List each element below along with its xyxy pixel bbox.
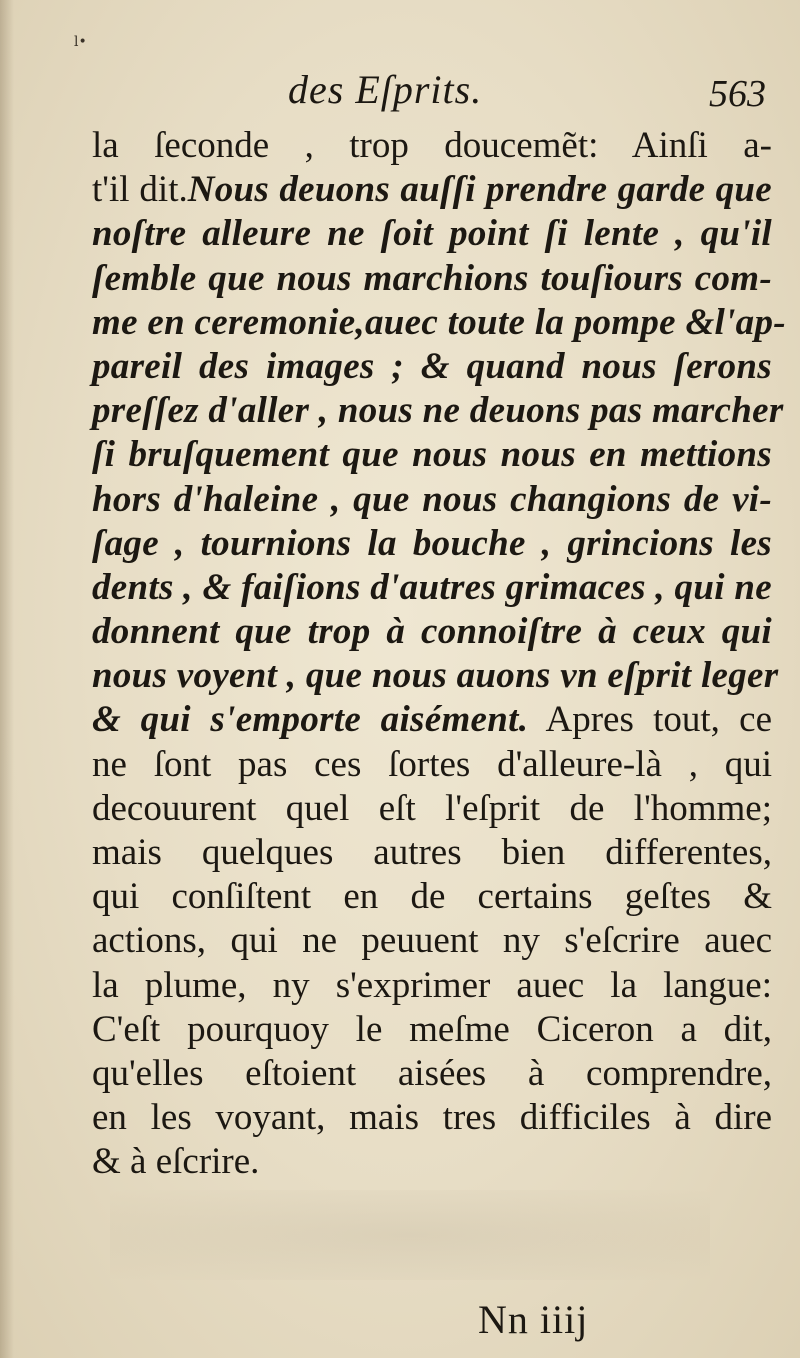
- text-line: [92, 919, 772, 963]
- text-line: [92, 1052, 772, 1096]
- roman-run: actions, qui ne peuuent ny s'eſcrire auec: [92, 920, 772, 962]
- ink-bleed-through: [110, 1190, 710, 1280]
- text-line: [92, 875, 772, 919]
- text-line: [92, 522, 772, 566]
- italic-run: & qui s'emporte aisément.: [92, 699, 529, 741]
- text-line: [92, 610, 772, 654]
- text-line: [92, 831, 772, 875]
- text-line: [92, 478, 772, 522]
- roman-run: la plume, ny s'exprimer auec la langue:: [92, 964, 772, 1006]
- text-line: [92, 964, 772, 1008]
- roman-run: decouurent quel eſt l'eſprit de l'homme;: [92, 787, 772, 829]
- italic-run: donnent que trop à connoiſtre à ceux qui: [92, 611, 772, 653]
- signature-mark: Nn iiij: [478, 1297, 589, 1342]
- roman-run: qui conſiſtent en de certains geſtes &: [92, 876, 772, 918]
- page-gutter-shadow: [0, 0, 14, 1358]
- roman-run: C'eſt pourquoy le meſme Ciceron a dit,: [92, 1008, 772, 1050]
- italic-run: noſtre alleure ne ſoit point ſi lente , qu'il: [92, 213, 772, 255]
- running-title: des Eſprits.: [288, 67, 483, 112]
- italic-run: nous voyent , que nous auons vn eſprit leger: [92, 655, 779, 697]
- body-text: [92, 124, 786, 1185]
- roman-run: mais quelques autres bien differentes,: [92, 832, 772, 873]
- page-number: 563: [709, 73, 766, 115]
- text-line: [92, 212, 772, 256]
- text-line: [92, 787, 772, 831]
- italic-run: hors d'haleine , que nous changions de vi-: [92, 478, 772, 520]
- roman-run: la ſeconde , trop doucemẽt: Ainſi a-: [92, 125, 772, 166]
- text-line: [92, 124, 772, 168]
- text-line: [92, 345, 772, 389]
- italic-run: preſſez d'aller , nous ne deuons pas marcher: [92, 390, 784, 432]
- text-line: [92, 257, 772, 301]
- italic-run: ſi bruſquement que nous nous en mettions: [92, 434, 772, 476]
- text-line: [92, 698, 772, 742]
- text-line: [92, 566, 772, 610]
- page-header: [90, 66, 770, 122]
- text-line: [92, 654, 779, 698]
- italic-run: Nous deuons auſſi prendre garde que: [187, 169, 772, 211]
- text-line: [92, 389, 784, 433]
- italic-run: pareil des images ; & quand nous ſerons: [92, 345, 772, 387]
- italic-run: dents , & faiſions d'autres grimaces , qui ne: [92, 566, 772, 608]
- text-line: [92, 1008, 772, 1052]
- italic-run: ſage , tournions la bouche , grincions les: [92, 522, 772, 564]
- italic-run: ſemble que nous marchions touſiours com-: [92, 257, 772, 299]
- corner-mark: l•: [74, 34, 87, 50]
- text-line: [92, 433, 772, 477]
- roman-run: en les voyant, mais tres difficiles à dire: [92, 1097, 772, 1139]
- roman-run: qu'elles eſtoient aisées à comprendre,: [92, 1052, 772, 1094]
- text-line: [92, 168, 772, 212]
- roman-run: t'il dit.: [92, 169, 188, 211]
- text-line: [92, 1096, 772, 1140]
- roman-run: Apres tout, ce: [528, 699, 772, 741]
- italic-run: me en ceremonie,auec toute la pompe &l'ap-: [92, 301, 786, 343]
- roman-run: ne ſont pas ces ſortes d'alleure-là , qui: [92, 743, 772, 785]
- roman-run: & à eſcrire.: [92, 1141, 260, 1183]
- text-line: [92, 1140, 772, 1184]
- text-line: [92, 743, 772, 787]
- text-line: [92, 301, 786, 345]
